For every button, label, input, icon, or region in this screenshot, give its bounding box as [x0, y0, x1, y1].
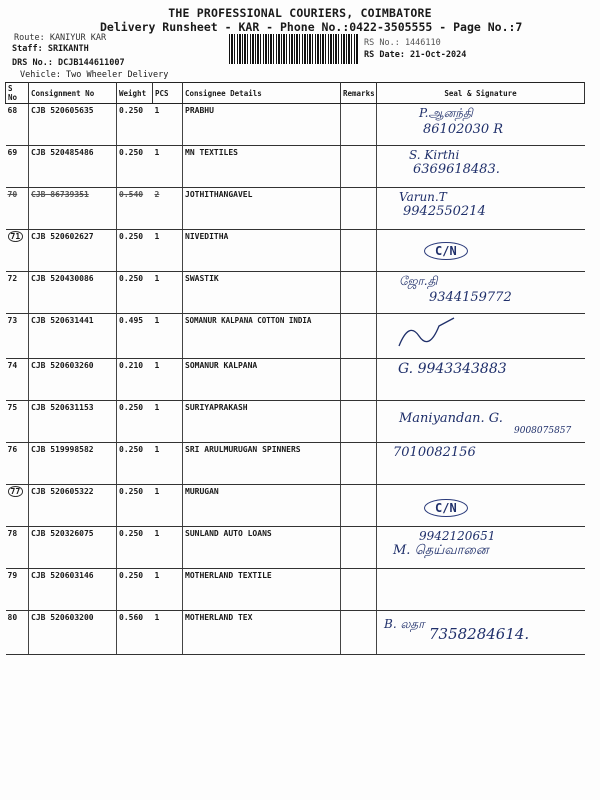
company-title: THE PROFESSIONAL COURIERS, COIMBATORE	[168, 6, 432, 20]
cell-consignment: CJB 520485486	[29, 146, 117, 188]
cell-consignee: SOMANUR KALPANA	[183, 359, 341, 401]
cell-pcs: 2	[153, 188, 183, 230]
col-header-pcs: PCS	[153, 83, 183, 104]
signature-name: P.ஆனந்தி	[419, 106, 473, 120]
signature	[389, 445, 593, 460]
cell-signature	[377, 230, 585, 272]
cell-signature	[377, 104, 585, 146]
cell-pcs: 1	[153, 104, 183, 146]
cell-sno: 73	[6, 314, 29, 359]
cell-remarks	[341, 272, 377, 314]
cell-consignee: MURUGAN	[183, 485, 341, 527]
cell-signature	[377, 569, 585, 611]
cell-weight: 0.250	[117, 569, 153, 611]
table-row	[6, 146, 585, 188]
cell-weight: 0.250	[117, 272, 153, 314]
cell-remarks	[341, 527, 377, 569]
rs-date: RS Date: 21-Oct-2024	[364, 50, 467, 60]
signature	[394, 361, 598, 377]
signature-phone: 6369618483.	[413, 162, 500, 177]
col-header-consignment: Consignment No	[29, 83, 117, 104]
runsheet-table	[5, 82, 585, 655]
signature	[384, 617, 588, 643]
col-header-signature: Seal & Signature	[377, 83, 585, 104]
drs-number: DRS No.: DCJB144611007	[12, 58, 125, 68]
cell-consignee: SRI ARULMURUGAN SPINNERS	[183, 443, 341, 485]
cell-sno: 70	[6, 188, 29, 230]
signature-phone: 7010082156	[393, 445, 476, 460]
cell-remarks	[341, 314, 377, 359]
route-label: Route: KANIYUR KAR	[14, 33, 107, 43]
cell-weight: 0.250	[117, 401, 153, 443]
signature	[389, 529, 593, 559]
cell-weight: 0.560	[117, 611, 153, 655]
cell-consignee: JOTHITHANGAVEL	[183, 188, 341, 230]
signature	[419, 106, 600, 137]
table-row	[6, 485, 585, 527]
signature-phone: G. 9943343883	[398, 361, 507, 377]
staff-label: Staff: SRIKANTH	[12, 44, 89, 54]
signature-phone: 7358284614.	[429, 625, 530, 643]
cell-consignee: PRABHU	[183, 104, 341, 146]
cell-sno: 75	[6, 401, 29, 443]
cell-pcs: 1	[153, 272, 183, 314]
signature-name: Maniyandan. G.	[399, 411, 503, 426]
cin-stamp: C/N	[424, 242, 468, 260]
cell-signature	[377, 401, 585, 443]
cell-sno: 69	[6, 146, 29, 188]
cell-weight: 0.250	[117, 527, 153, 569]
signature-scribble	[379, 316, 489, 354]
cell-remarks	[341, 146, 377, 188]
cell-consignee: MOTHERLAND TEX	[183, 611, 341, 655]
cell-remarks	[341, 230, 377, 272]
cell-signature	[377, 359, 585, 401]
circled-number: 71	[8, 231, 24, 242]
signature-name: ஜோ.தி	[399, 274, 438, 288]
cell-sno: 80	[6, 611, 29, 655]
cell-sno: 72	[6, 272, 29, 314]
table-row	[6, 272, 585, 314]
cell-remarks	[341, 188, 377, 230]
cell-consignment: CJB 86739351	[29, 188, 117, 230]
col-header-weight: Weight	[117, 83, 153, 104]
cell-sno: 79	[6, 569, 29, 611]
cell-consignment: CJB 520631441	[29, 314, 117, 359]
cell-pcs: 1	[153, 485, 183, 527]
col-header-remarks: Remarks	[341, 83, 377, 104]
cell-signature	[377, 527, 585, 569]
signature-name: M. தெய்வானை	[393, 543, 489, 558]
cell-signature	[377, 146, 585, 188]
cell-weight: 0.495	[117, 314, 153, 359]
cell-remarks	[341, 611, 377, 655]
table-row	[6, 443, 585, 485]
cell-signature	[377, 272, 585, 314]
signature	[399, 411, 600, 436]
signature-phone: 9942120651	[419, 529, 496, 543]
cell-signature	[377, 611, 585, 655]
cell-consignment: CJB 520603200	[29, 611, 117, 655]
cell-signature	[377, 314, 585, 359]
cell-consignee: SURIYAPRAKASH	[183, 401, 341, 443]
cell-consignee: MOTHERLAND TEXTILE	[183, 569, 341, 611]
table-row	[6, 104, 585, 146]
vehicle-label: Vehicle: Two Wheeler Delivery	[20, 70, 169, 80]
signature-phone: 9344159772	[429, 290, 512, 305]
cell-sno: 68	[6, 104, 29, 146]
table-row	[6, 527, 585, 569]
cell-sno: 78	[6, 527, 29, 569]
signature-phone: 9942550214	[403, 204, 486, 219]
cell-weight: 0.250	[117, 443, 153, 485]
table-row	[6, 611, 585, 655]
cell-consignment: CJB 520605635	[29, 104, 117, 146]
cell-sno	[6, 230, 29, 272]
cell-consignee: SUNLAND AUTO LOANS	[183, 527, 341, 569]
cell-weight: 0.540	[117, 188, 153, 230]
col-header-consignee: Consignee Details	[183, 83, 341, 104]
table-row	[6, 401, 585, 443]
cell-remarks	[341, 359, 377, 401]
signature	[399, 190, 600, 219]
table-row	[6, 314, 585, 359]
cell-pcs: 1	[153, 569, 183, 611]
cell-pcs: 1	[153, 230, 183, 272]
barcode-image	[229, 34, 359, 64]
signature-name: B. லதா	[384, 617, 425, 631]
cell-signature	[377, 188, 585, 230]
cell-remarks	[341, 485, 377, 527]
cell-pcs: 1	[153, 146, 183, 188]
cell-consignment: CJB 520603146	[29, 569, 117, 611]
cell-consignment: CJB 520603260	[29, 359, 117, 401]
runsheet-subtitle: Delivery Runsheet - KAR - Phone No.:0422-3505555 - Page No.:7	[100, 20, 523, 34]
cell-remarks	[341, 443, 377, 485]
signature	[399, 274, 600, 305]
signature-phone: 86102030 R	[423, 122, 504, 137]
cell-pcs: 1	[153, 611, 183, 655]
cell-pcs: 1	[153, 359, 183, 401]
cell-sno: 74	[6, 359, 29, 401]
table-row	[6, 188, 585, 230]
rs-number: RS No.: 1446110	[364, 38, 441, 48]
table-row	[6, 230, 585, 272]
cell-sno	[6, 485, 29, 527]
cell-consignment: CJB 519998582	[29, 443, 117, 485]
cell-consignment: CJB 520631153	[29, 401, 117, 443]
cell-sno: 76	[6, 443, 29, 485]
cell-consignment: CJB 520326075	[29, 527, 117, 569]
cell-weight: 0.250	[117, 104, 153, 146]
cell-consignee: NIVEDITHA	[183, 230, 341, 272]
col-header-sno: S No	[6, 83, 29, 104]
cell-weight: 0.250	[117, 230, 153, 272]
cell-pcs: 1	[153, 401, 183, 443]
circled-number: 77	[8, 486, 24, 497]
signature-phone: 9008075857	[514, 426, 572, 436]
cell-consignee: SWASTIK	[183, 272, 341, 314]
cell-pcs: 1	[153, 527, 183, 569]
cell-consignment: CJB 520605322	[29, 485, 117, 527]
cell-weight: 0.250	[117, 146, 153, 188]
signature-name: S. Kirthi	[409, 148, 460, 162]
cell-remarks	[341, 569, 377, 611]
cell-signature	[377, 443, 585, 485]
cell-weight: 0.250	[117, 485, 153, 527]
cell-signature	[377, 485, 585, 527]
cell-consignee: MN TEXTILES	[183, 146, 341, 188]
cell-consignee: SOMANUR KALPANA COTTON INDIA	[183, 314, 341, 359]
cell-consignment: CJB 520430086	[29, 272, 117, 314]
cell-remarks	[341, 104, 377, 146]
cell-remarks	[341, 401, 377, 443]
table-row	[6, 569, 585, 611]
cell-pcs: 1	[153, 314, 183, 359]
cell-weight: 0.210	[117, 359, 153, 401]
cell-pcs: 1	[153, 443, 183, 485]
signature	[409, 148, 600, 177]
cell-consignment: CJB 520602627	[29, 230, 117, 272]
table-row	[6, 359, 585, 401]
cin-stamp: C/N	[424, 499, 468, 517]
signature-name: Varun.T	[399, 190, 447, 204]
table-header-row	[6, 83, 585, 104]
